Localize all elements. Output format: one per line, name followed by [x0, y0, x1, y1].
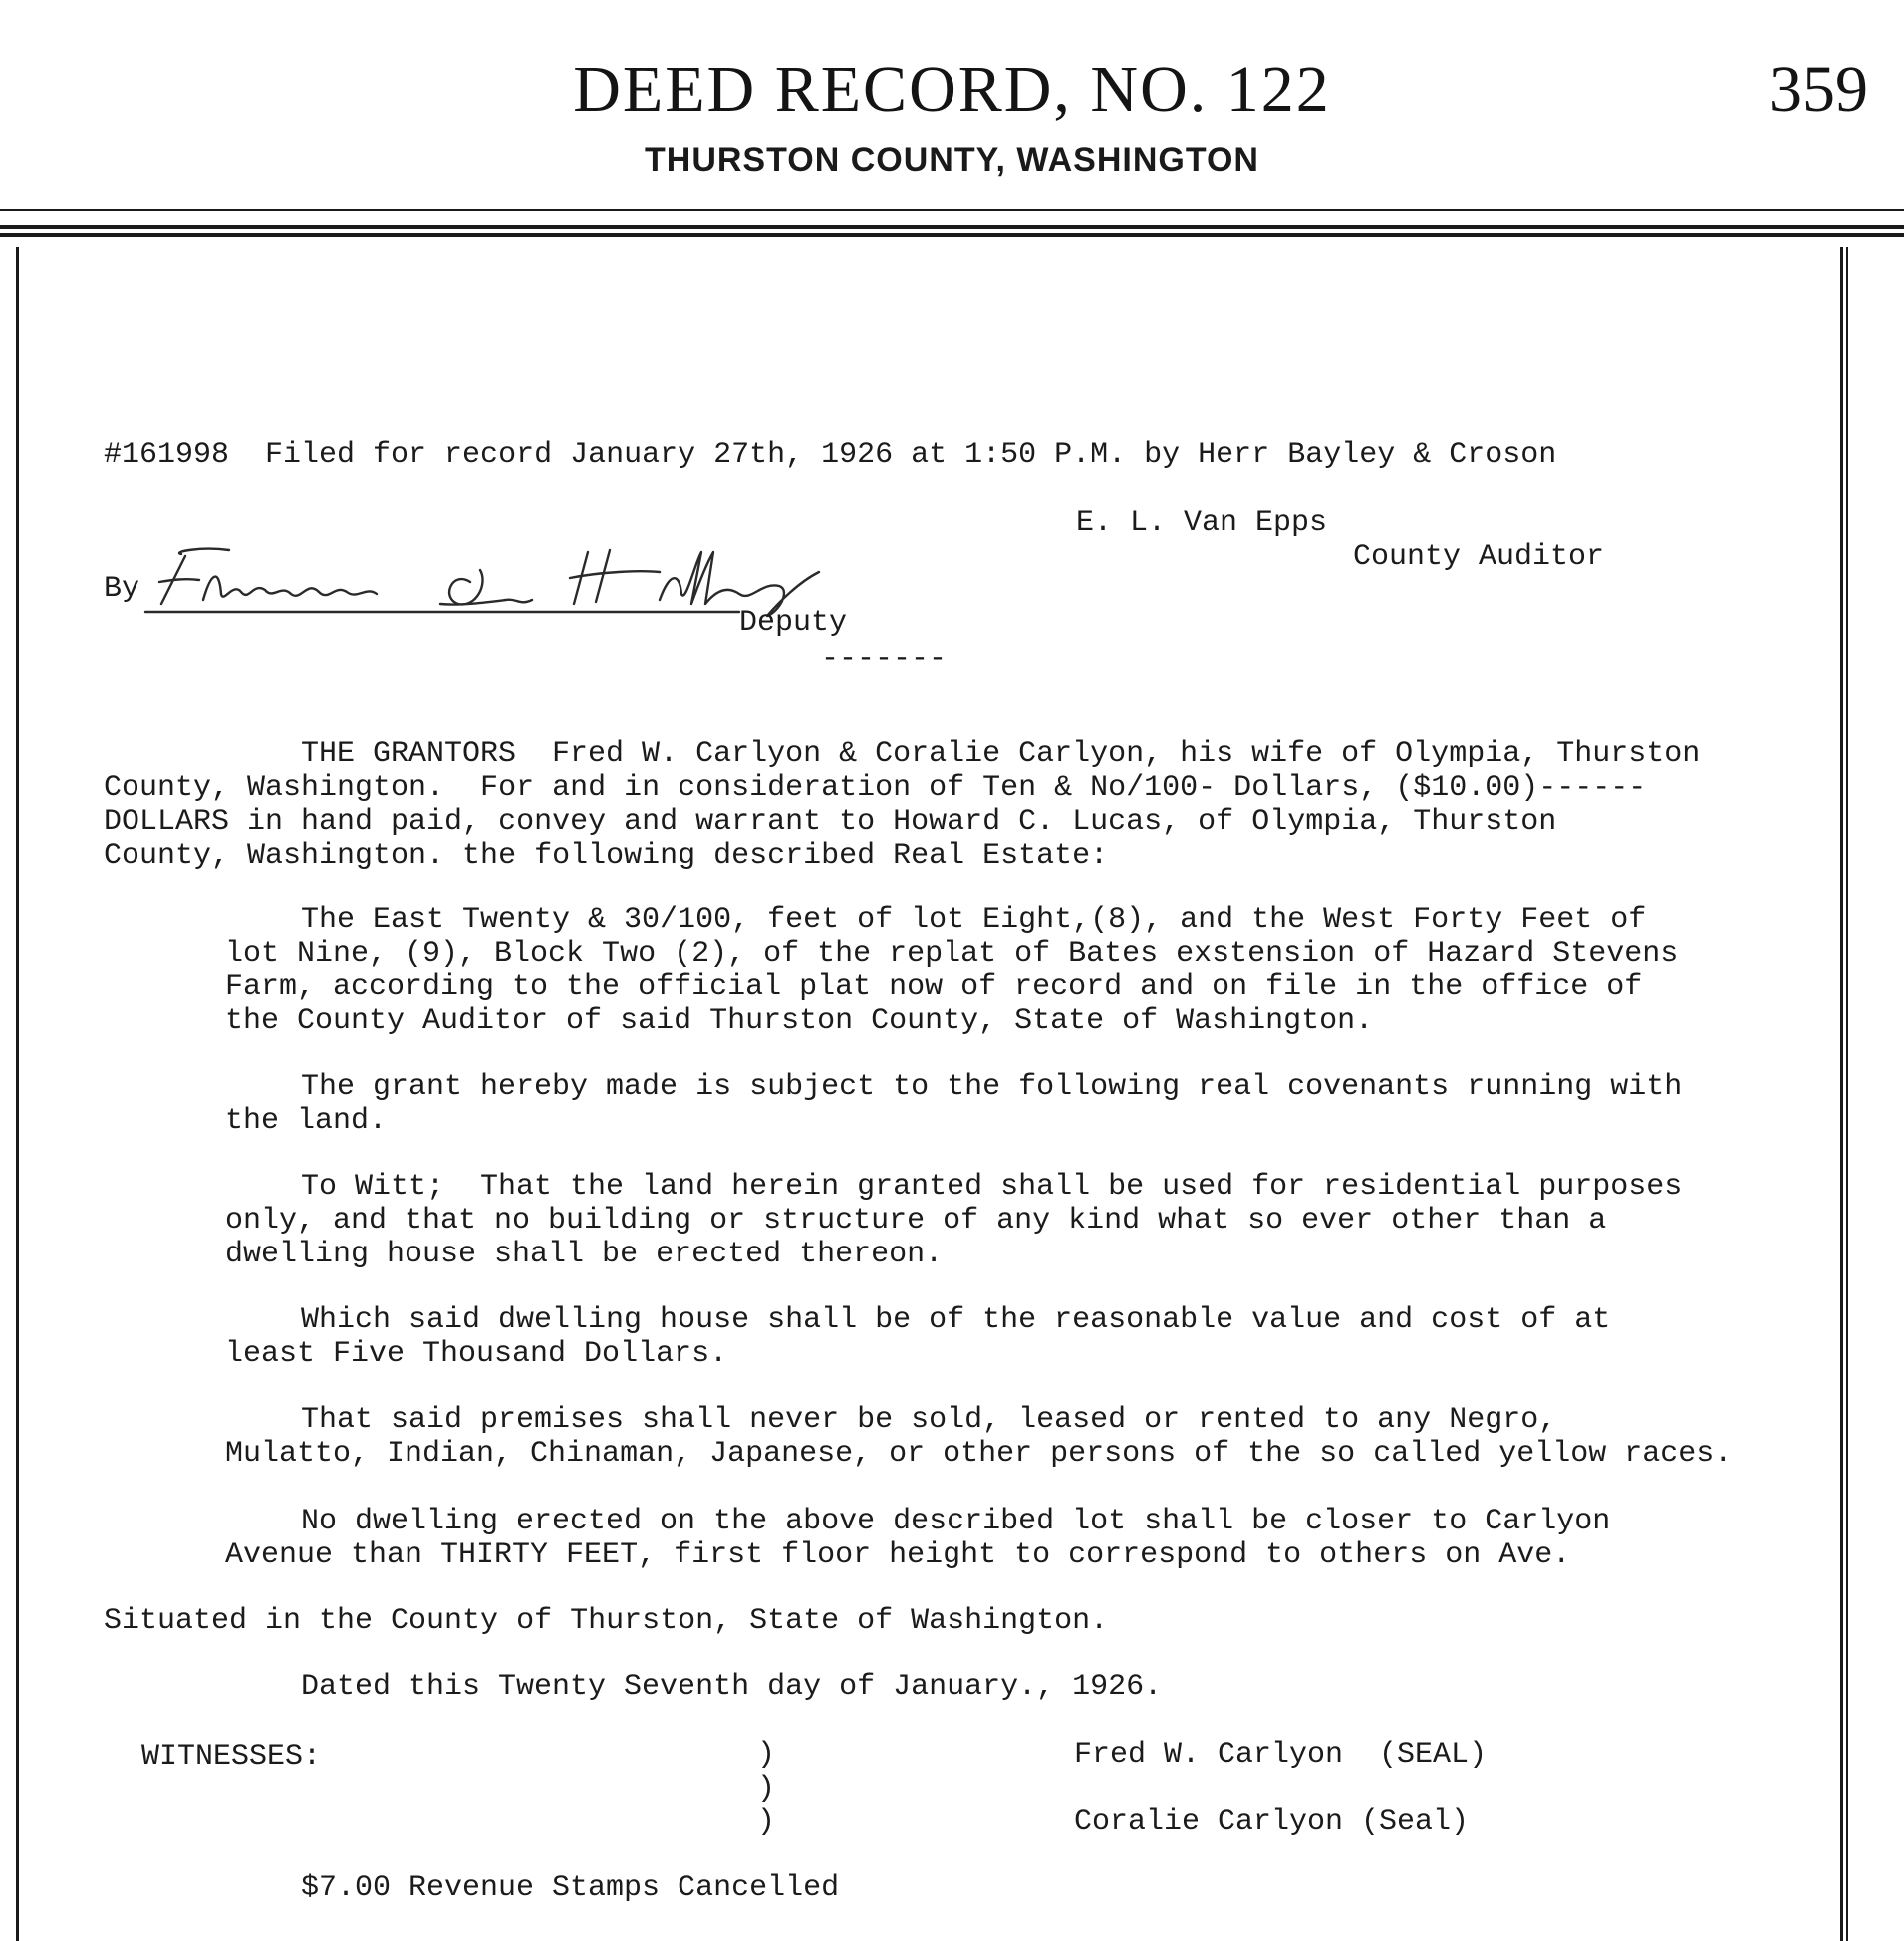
witness-bracket: ) [757, 1805, 776, 1839]
covenant-intro-line: The grant hereby made is subject to the following real covenants running with [301, 1070, 1683, 1104]
covenant-setback-line: Avenue than THIRTY FEET, first floor height to correspond to others on Ave. [225, 1538, 1571, 1572]
legal-description-line: Farm, according to the official plat now of record and on file in the office of [225, 970, 1643, 1004]
separator-dashes: ------- [821, 642, 948, 676]
header-rule-thick-1 [0, 225, 1904, 229]
legal-description-line: lot Nine, (9), Block Two (2), of the replat of Bates exstension of Hazard Stevens [225, 937, 1679, 970]
revenue-stamps-line: $7.00 Revenue Stamps Cancelled [301, 1871, 840, 1905]
witness-bracket: ) [757, 1772, 776, 1805]
signer-1: Fred W. Carlyon (SEAL) [1074, 1738, 1488, 1772]
header-rule-thin [0, 209, 1904, 211]
auditor-title: County Auditor [1353, 540, 1605, 574]
auditor-name: E. L. Van Epps [1076, 506, 1328, 540]
grantors-line: THE GRANTORS Fred W. Carlyon & Coralie Carlyon, his wife of Olympia, Thurston [301, 737, 1701, 771]
covenant-value-line: Which said dwelling house shall be of the reasonable value and cost of at [301, 1303, 1611, 1337]
signer-2: Coralie Carlyon (Seal) [1074, 1805, 1470, 1839]
legal-description-line: The East Twenty & 30/100, feet of lot Eight,(8), and the West Forty Feet of [301, 903, 1647, 937]
filing-record-line: #161998 Filed for record January 27th, 1926 at 1:50 P.M. by Herr Bayley & Croson [104, 438, 1557, 472]
document-frame-outer-rule [1846, 247, 1848, 1941]
covenant-setback-line: No dwelling erected on the above described lot shall be closer to Carlyon [301, 1505, 1611, 1538]
covenant-race-line: That said premises shall never be sold, leased or rented to any Negro, [301, 1403, 1557, 1437]
covenant-race-line: Mulatto, Indian, Chinaman, Japanese, or other persons of the so called yellow races. [225, 1437, 1733, 1471]
grantors-line: DOLLARS in hand paid, convey and warrant to Howard C. Lucas, of Olympia, Thurston [104, 805, 1557, 839]
witness-bracket: ) [757, 1738, 776, 1772]
deputy-label: Deputy [739, 606, 848, 640]
dated-line: Dated this Twenty Seventh day of January., 1926. [301, 1670, 1163, 1704]
covenant-value-line: least Five Thousand Dollars. [225, 1337, 728, 1371]
grantors-line: County, Washington. For and in consideration of Ten & No/100- Dollars, ($10.00)------ [104, 771, 1647, 805]
covenant-intro-line: the land. [225, 1104, 388, 1138]
by-label: By [104, 572, 140, 606]
covenant-use-line: To Witt; That the land herein granted shall be used for residential purposes [301, 1170, 1683, 1204]
page-number: 359 [1769, 53, 1868, 126]
witnesses-label: WITNESSES: [141, 1740, 322, 1774]
header-rule-thick-2 [0, 233, 1904, 237]
county-subtitle: THURSTON COUNTY, WASHINGTON [645, 141, 1259, 179]
covenant-use-line: only, and that no building or structure of any kind what so ever other than a [225, 1204, 1607, 1238]
covenant-use-line: dwelling house shall be erected thereon. [225, 1238, 944, 1271]
record-title: DEED RECORD, NO. 122 [573, 53, 1331, 126]
grantors-line: County, Washington. the following described Real Estate: [104, 839, 1109, 873]
situated-line: Situated in the County of Thurston, State of Washington. [104, 1604, 1109, 1638]
legal-description-line: the County Auditor of said Thurston County, State of Washington. [225, 1004, 1374, 1038]
